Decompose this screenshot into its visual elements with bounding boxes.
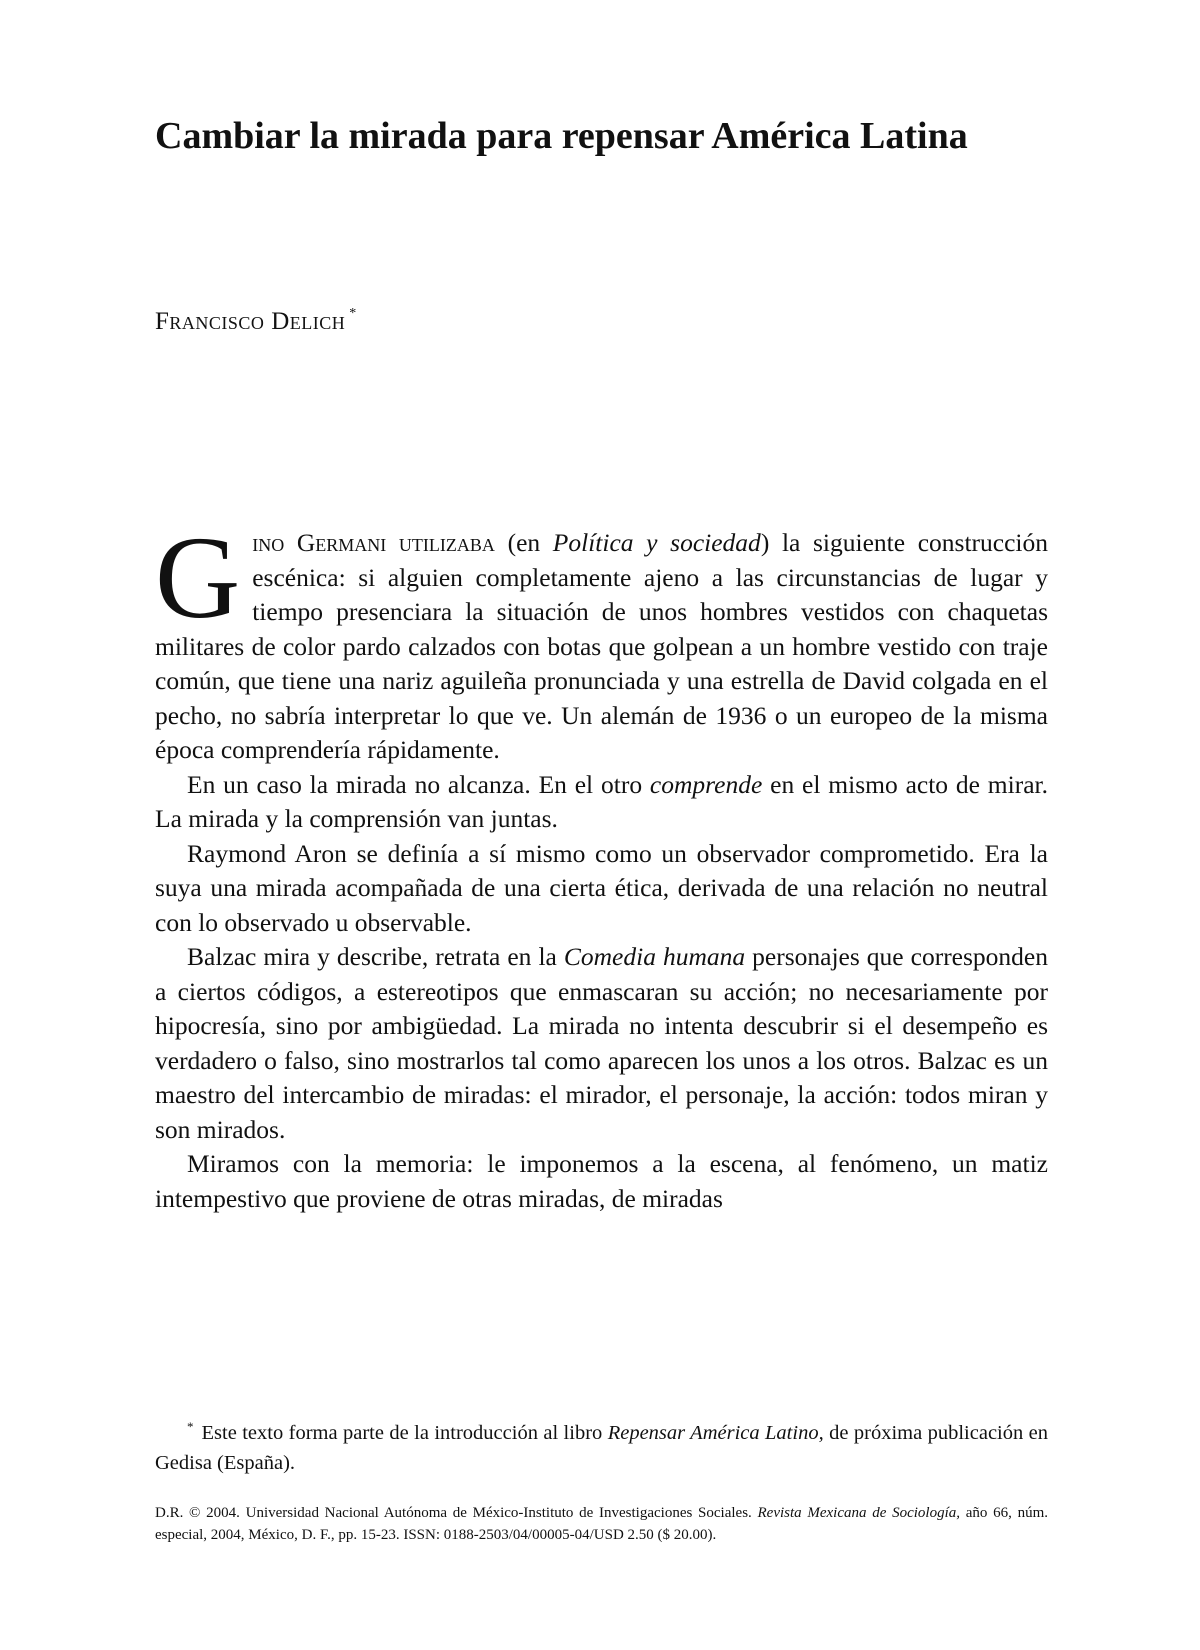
paragraph-2-text-a: En un caso la mirada no alcanza. En el otro: [187, 769, 650, 799]
author-last-name: Delich: [271, 308, 346, 335]
copyright-notice: [155, 1502, 1048, 1546]
footnote-text-b: de próxima publicación en Gedisa (España).: [155, 1422, 1049, 1474]
book-title-politica-y-sociedad: Política y sociedad: [552, 528, 761, 557]
copyright-text-b: año 66, núm. especial, 2004, México, D. F., pp. 15-23. ISSN: 0188-2503/04/00005-04/USD 2.50 ($ 20.00).: [155, 1505, 1048, 1543]
paragraph-1-text: ) la siguiente construcción escénica: si alguien completamente ajeno a las circunstancias de lugar y tiempo presenciara la situación de unos hombres vestidos con chaquetas militares de color pardo calzados con botas que golpean a un hombre vestido con traje común, que tiene una nariz aguileña pronunciada y una estrella de David colgada en el pecho, no sabría interpretar lo que ve. Un alemán de 1936 o un europeo de la misma época comprendería rápidamente.: [155, 528, 1049, 764]
author-name: [155, 306, 357, 336]
footnote-text-a: Este texto forma parte de la introducción al libro: [201, 1422, 608, 1444]
footnote-mark: *: [187, 1419, 194, 1434]
author-footnote-mark: *: [349, 306, 357, 321]
book-title-comedia-humana: Comedia humana: [563, 942, 746, 971]
article-body: [155, 512, 1049, 1216]
journal-name: Revista Mexicana de Sociología,: [757, 1505, 961, 1521]
paragraph-3: Raymond Aron se definía a sí mismo como un observador comprometido. Era la suya una mirada acompañada de una cierta ética, derivada de una relación no neutral con lo observado u observable.: [155, 838, 1048, 937]
lead-in-small-caps: ino Germani utilizaba: [252, 528, 495, 557]
footnote-book-title: Repensar América Latino,: [607, 1422, 824, 1444]
paragraph-1: [155, 512, 1049, 768]
article-title: Cambiar la mirada para repensar América Latina: [155, 115, 968, 157]
paragraph-4: [155, 940, 1048, 1147]
paragraph-2-text-b: en el mismo acto de mirar. La mirada y la comprensión van juntas.: [155, 769, 1048, 833]
paragraph-4-text-a: Balzac mira y describe, retrata en la: [187, 942, 564, 971]
author-first-name: Francisco: [155, 308, 265, 335]
drop-cap: G: [155, 512, 241, 643]
paragraph-4-text-b: personajes que corresponden a ciertos códigos, a estereotipos que enmascaran su acción; no necesariamente por hipocresía, sino por ambigüedad. La mirada no intenta descubrir si el desempeño es verdadero o falso, sino mostrarlos tal como aparecen los unos a los otros. Balzac es un maestro del intercambio de miradas: el mirador, el personaje, la acción: todos miran y son mirados.: [155, 942, 1048, 1144]
paragraph-1-open: (en: [494, 528, 553, 557]
emphasis-comprende: comprende: [649, 769, 763, 799]
footnote: [155, 1412, 1048, 1478]
paragraph-5: Miramos con la memoria: le imponemos a la escena, al fenómeno, un matiz intempestivo que proviene de otras miradas, de miradas: [155, 1149, 1048, 1213]
copyright-text-a: D.R. © 2004. Universidad Nacional Autónoma de México-Instituto de Investigaciones Sociales.: [155, 1505, 758, 1521]
paragraph-2: [155, 768, 1048, 837]
